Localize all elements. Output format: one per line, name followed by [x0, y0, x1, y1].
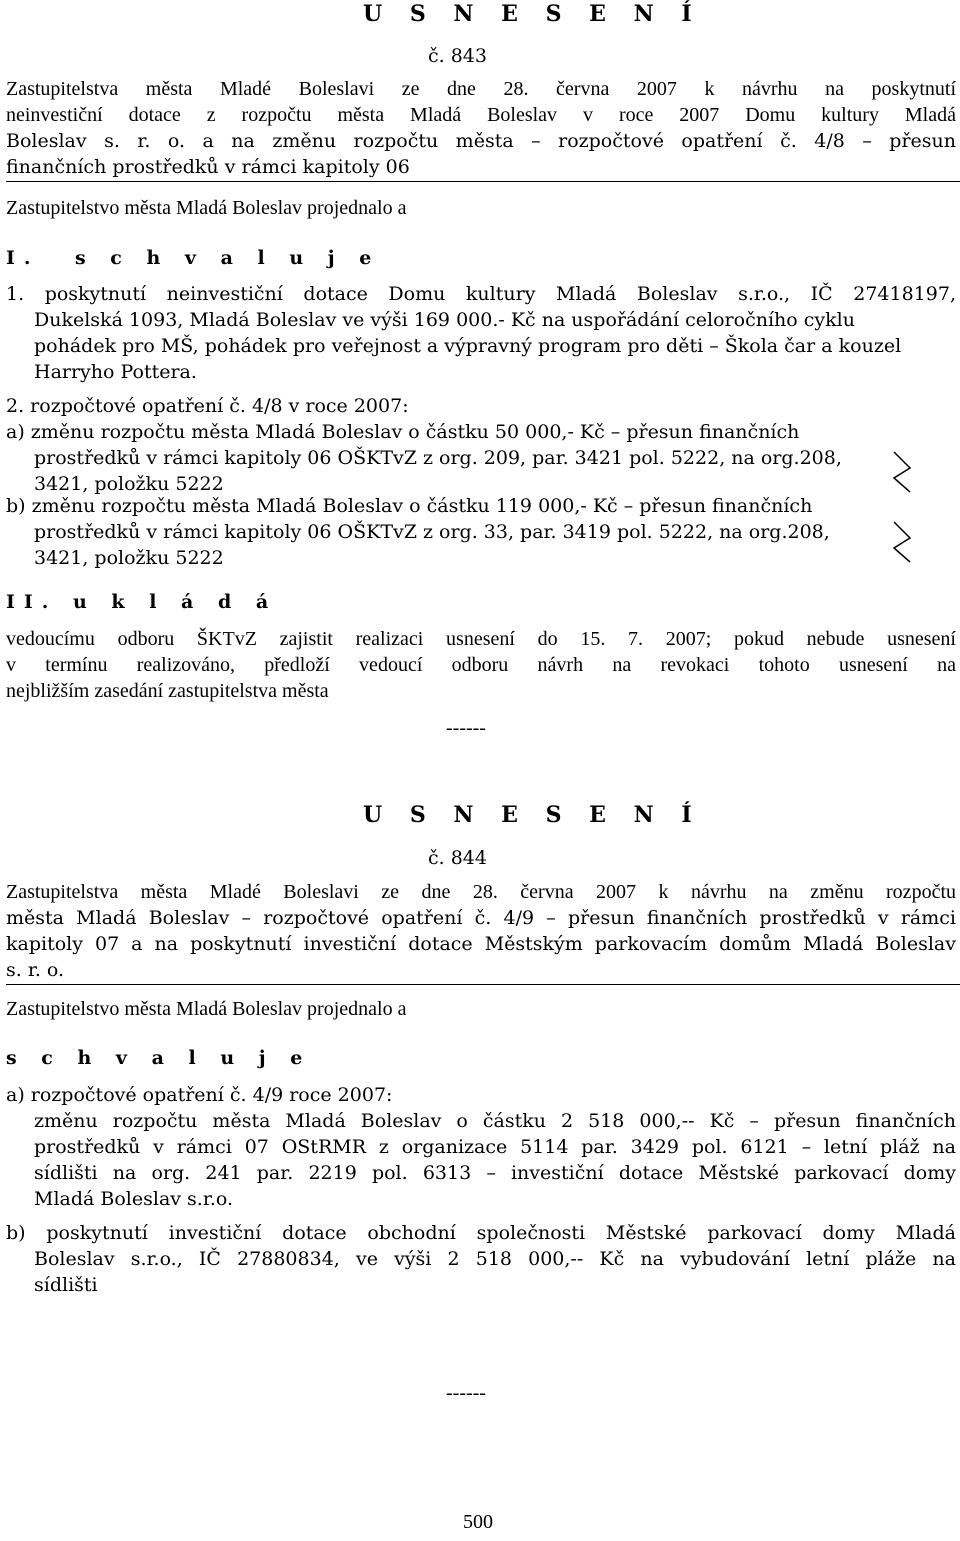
item-b-line-1: b) poskytnutí investiční dotace obchodní společnosti Městské parkovací domy Mladá: [6, 1222, 956, 1244]
item-1-line-3: pohádek pro MŠ, pohádek pro veřejnost a výpravný program pro děti – Škola čar a kouzel: [34, 335, 902, 357]
page-number: 500: [463, 1511, 493, 1533]
item-a-line-1: změnu rozpočtu města Mladá Boleslav o částku 2 518 000,-- Kč – přesun finančních: [34, 1110, 956, 1132]
task-line-3: nejbližším zasedání zastupitelstva města: [6, 680, 329, 702]
section-2-verb: u k l á d á: [73, 591, 278, 613]
wavy-mark-2a: [890, 448, 914, 496]
resolution-844-title: U S N E S E N Í: [363, 802, 702, 828]
item-2a-line-1: a) změnu rozpočtu města Mladá Boleslav o částku 50 000,- Kč – přesun finančních: [6, 421, 800, 443]
resolution-844-heading-line-3: kapitoly 07 a na poskytnutí investiční dotace Městským parkovacím domům Mladá Boleslav: [6, 933, 956, 955]
item-b-line-2: Boleslav s.r.o., IČ 27880834, ve výši 2 518 000,-- Kč na vybudování letní pláže na: [34, 1248, 956, 1270]
separator-843: ------: [446, 717, 486, 739]
section-844-verb: s c h v a l u j e: [6, 1047, 312, 1069]
item-a-line-3: sídlišti na org. 241 par. 2219 pol. 6313 – investiční dotace Městské parkovací domy: [34, 1162, 956, 1184]
item-2a-line-2: prostředků v rámci kapitoly 06 OŠKTvZ z org. 209, par. 3421 pol. 5222, na org.208,: [34, 447, 842, 469]
task-line-2: v termínu realizováno, předloží vedoucí odboru návrh na revokaci tohoto usnesení na: [6, 654, 956, 676]
item-2: 2. rozpočtové opatření č. 4/8 v roce 2007:: [6, 395, 409, 417]
item-b-line-3: sídlišti: [34, 1274, 98, 1296]
resolution-843-heading-line-1: Zastupitelstva města Mladé Boleslavi ze dne 28. června 2007 k návrhu na poskytnutí: [6, 78, 956, 100]
item-2b-line-1: b) změnu rozpočtu města Mladá Boleslav o částku 119 000,- Kč – přesun finančních: [6, 495, 813, 517]
wavy-mark-2b: [890, 518, 914, 566]
resolution-844-heading-line-1: Zastupitelstva města Mladé Boleslavi ze dne 28. června 2007 k návrhu na změnu rozpočtu: [6, 881, 956, 903]
item-2b-line-2: prostředků v rámci kapitoly 06 OŠKTvZ z org. 33, par. 3419 pol. 5222, na org.208,: [34, 521, 830, 543]
resolution-844-heading-line-4: s. r. o.: [6, 959, 65, 981]
task-line-1: vedoucímu odboru ŠKTvZ zajistit realizaci usnesení do 15. 7. 2007; pokud nebude usnesení: [6, 628, 956, 650]
separator-844: ------: [446, 1382, 486, 1404]
item-2a-line-3: 3421, položku 5222: [34, 473, 224, 495]
section-1-label: I.: [6, 247, 40, 269]
resolution-844-number: č. 844: [428, 847, 487, 869]
resolution-844-intro: Zastupitelstvo města Mladá Boleslav projednalo a: [6, 998, 407, 1020]
resolution-843-title: U S N E S E N Í: [363, 1, 702, 27]
section-1-verb: s c h v a l u j e: [75, 247, 381, 269]
item-a-head: a) rozpočtové opatření č. 4/9 roce 2007:: [6, 1084, 393, 1106]
item-1-line-2: Dukelská 1093, Mladá Boleslav ve výši 169 000.- Kč na uspořádání celoročního cyklu: [34, 309, 855, 331]
resolution-844-heading-line-2: města Mladá Boleslav – rozpočtové opatření č. 4/9 – přesun finančních prostředků v rámci: [6, 907, 956, 929]
item-1-line-1: 1. poskytnutí neinvestiční dotace Domu kultury Mladá Boleslav s.r.o., IČ 27418197,: [6, 283, 956, 305]
heading-underline: [6, 181, 960, 182]
resolution-843-heading-line-4: finančních prostředků v rámci kapitoly 06: [6, 156, 410, 178]
resolution-843-intro: Zastupitelstvo města Mladá Boleslav projednalo a: [6, 197, 407, 219]
item-1-line-4: Harryho Pottera.: [34, 361, 197, 383]
item-a-line-4: Mladá Boleslav s.r.o.: [34, 1188, 234, 1210]
item-a-line-2: prostředků v rámci 07 OStRMR z organizace 5114 par. 3429 pol. 6121 – letní pláž na: [34, 1136, 956, 1158]
resolution-843-number: č. 843: [428, 45, 487, 67]
item-2b-line-3: 3421, položku 5222: [34, 547, 224, 569]
resolution-843-heading-line-2: neinvestiční dotace z rozpočtu města Mladá Boleslav v roce 2007 Domu kultury Mladá: [6, 104, 956, 126]
section-2-label: II.: [6, 591, 58, 613]
resolution-843-heading-line-3: Boleslav s. r. o. a na změnu rozpočtu města – rozpočtové opatření č. 4/8 – přesun: [6, 130, 956, 152]
heading-underline-844: [6, 984, 960, 985]
